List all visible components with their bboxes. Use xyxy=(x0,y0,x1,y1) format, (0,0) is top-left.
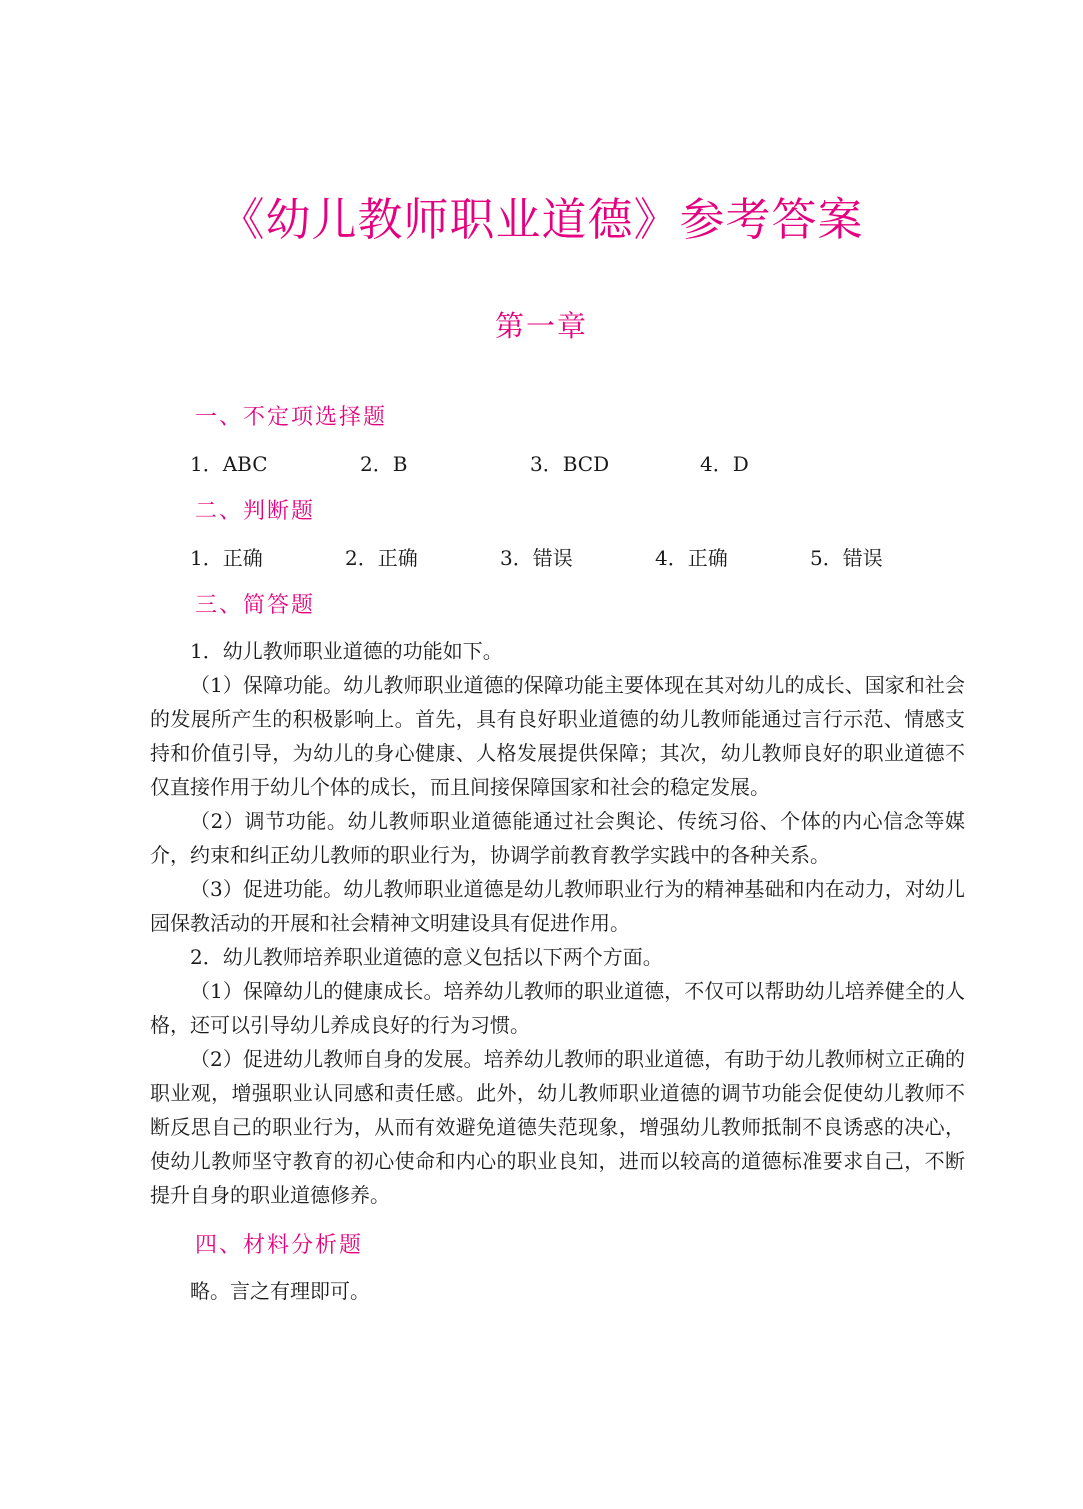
answer-item: 2．B xyxy=(360,452,408,476)
paragraph: （1）保障功能。幼儿教师职业道德的保障功能主要体现在其对幼儿的成长、国家和社会的发展所产生的积极影响上。首先，具有良好职业道德的幼儿教师能通过言行示范、情感支持和价值引导，为幼儿的身心健康、人格发展提供保障；其次，幼儿教师良好的职业道德不仅直接作用于幼儿个体的成长，而且间接保障国家和社会的稳定发展。 xyxy=(150,673,965,799)
section-heading-short-answer: 三、简答题 xyxy=(195,593,316,618)
answer-item: 5．错误 xyxy=(810,546,883,570)
paragraph: 略。言之有理即可。 xyxy=(190,1279,370,1303)
section-heading-multiple-choice: 一、不定项选择题 xyxy=(195,405,388,430)
answer-row-true-false xyxy=(190,543,965,573)
paragraph: （1）保障幼儿的健康成长。培养幼儿教师的职业道德，不仅可以帮助幼儿培养健全的人格，还可以引导幼儿养成良好的行为习惯。 xyxy=(150,979,965,1037)
answer-item: 4．D xyxy=(700,452,749,476)
paragraph: （2）促进幼儿教师自身的发展。培养幼儿教师的职业道德，有助于幼儿教师树立正确的职业观，增强职业认同感和责任感。此外，幼儿教师职业道德的调节功能会促使幼儿教师不断反思自己的职业行为，从而有效避免道德失范现象，增强幼儿教师抵制不良诱惑的决心，使幼儿教师坚守教育的初心使命和内心的职业良知，进而以较高的道德标准要求自己，不断提升自身的职业道德修养。 xyxy=(150,1047,965,1207)
document-title: 《幼儿教师职业道德》参考答案 xyxy=(219,193,864,246)
answer-item: 2．正确 xyxy=(345,546,418,570)
document-body xyxy=(150,398,965,1308)
section-heading-true-false: 二、判断题 xyxy=(195,499,316,524)
short-answer-block xyxy=(150,634,965,1212)
answer-item: 4．正确 xyxy=(655,546,728,570)
paragraph: （2）调节功能。幼儿教师职业道德能通过社会舆论、传统习俗、个体的内心信念等媒介，约束和纠正幼儿教师的职业行为，协调学前教育教学实践中的各种关系。 xyxy=(150,809,965,867)
answer-item: 1．ABC xyxy=(190,452,268,476)
paragraph: 1．幼儿教师职业道德的功能如下。 xyxy=(190,639,503,663)
section-heading-material-analysis: 四、材料分析题 xyxy=(195,1233,364,1258)
material-analysis-block xyxy=(150,1274,965,1308)
answer-item: 3．BCD xyxy=(530,452,610,476)
answer-item: 1．正确 xyxy=(190,546,263,570)
paragraph: 2．幼儿教师培养职业道德的意义包括以下两个方面。 xyxy=(190,945,663,969)
chapter-title: 第一章 xyxy=(494,309,588,343)
answer-item: 3．错误 xyxy=(500,546,573,570)
paragraph: （3）促进功能。幼儿教师职业道德是幼儿教师职业行为的精神基础和内在动力，对幼儿园保教活动的开展和社会精神文明建设具有促进作用。 xyxy=(150,877,965,935)
answer-row-multiple-choice xyxy=(190,449,965,479)
